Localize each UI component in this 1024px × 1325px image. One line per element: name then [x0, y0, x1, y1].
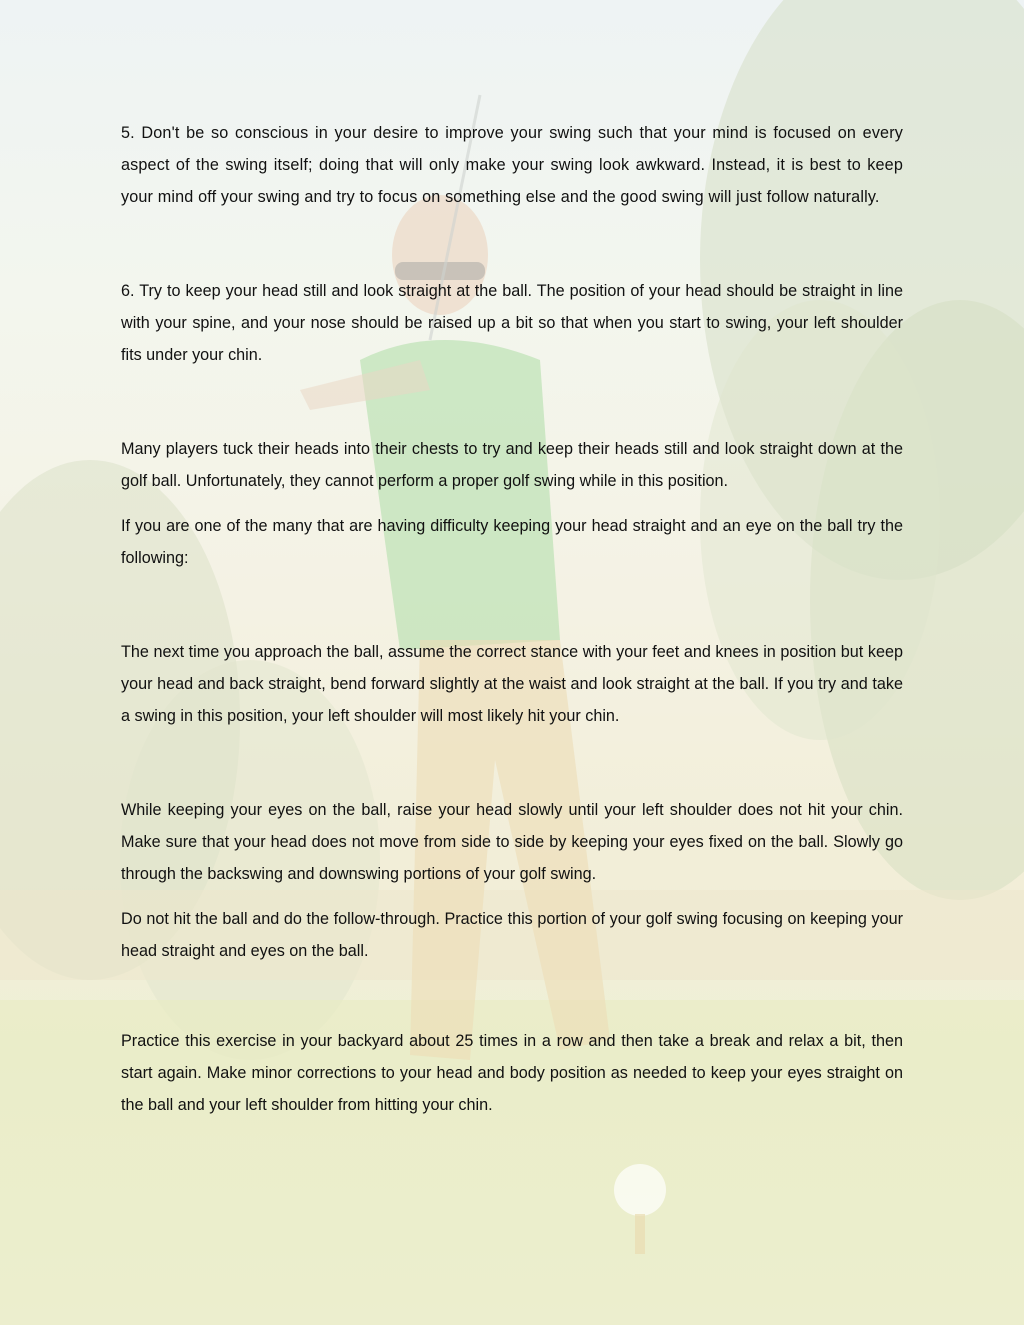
paragraph-if-difficulty: If you are one of the many that are having difficulty keeping your head straight and an eye on the ball try the following: — [121, 517, 903, 567]
paragraph-tip-6: 6. Try to keep your head still and look straight at the ball. The position of your head should be straight in line with your spine, and your nose should be raised up a bit so that when you start to swing, your left shoulder fits under your chin. — [121, 282, 903, 364]
paragraph-many-players: Many players tuck their heads into their chests to try and keep their heads still and look straight down at the golf ball. Unfortunately, they cannot perform a proper golf swing while in this position. — [121, 440, 903, 490]
paragraph-while-keeping: While keeping your eyes on the ball, raise your head slowly until your left shoulder does not hit your chin. Make sure that your head does not move from side to side by keeping your eyes fixed on the ball. Slowly go through the backswing and downswing portions of your golf swing. — [121, 801, 903, 883]
paragraph-do-not-hit: Do not hit the ball and do the follow-through. Practice this portion of your golf swing focusing on keeping your head straight and eyes on the ball. — [121, 910, 903, 960]
paragraph-practice: Practice this exercise in your backyard about 25 times in a row and then take a break and relax a bit, then start again. Make minor corrections to your head and body position as needed to keep your eyes straight on the ball and your left shoulder from hitting your chin. — [121, 1032, 903, 1114]
document-body — [121, 117, 903, 1121]
paragraph-next-time: The next time you approach the ball, assume the correct stance with your feet and knees in position but keep your head and back straight, bend forward slightly at the waist and look straight at the ball. If you try and take a swing in this position, your left shoulder will most likely hit your chin. — [121, 643, 903, 725]
paragraph-tip-5: 5. Don't be so conscious in your desire to improve your swing such that your mind is focused on every aspect of the swing itself; doing that will only make your swing look awkward. Instead, it is best to keep your mind off your swing and try to focus on something else and the good swing will just follow naturally. — [121, 124, 903, 206]
